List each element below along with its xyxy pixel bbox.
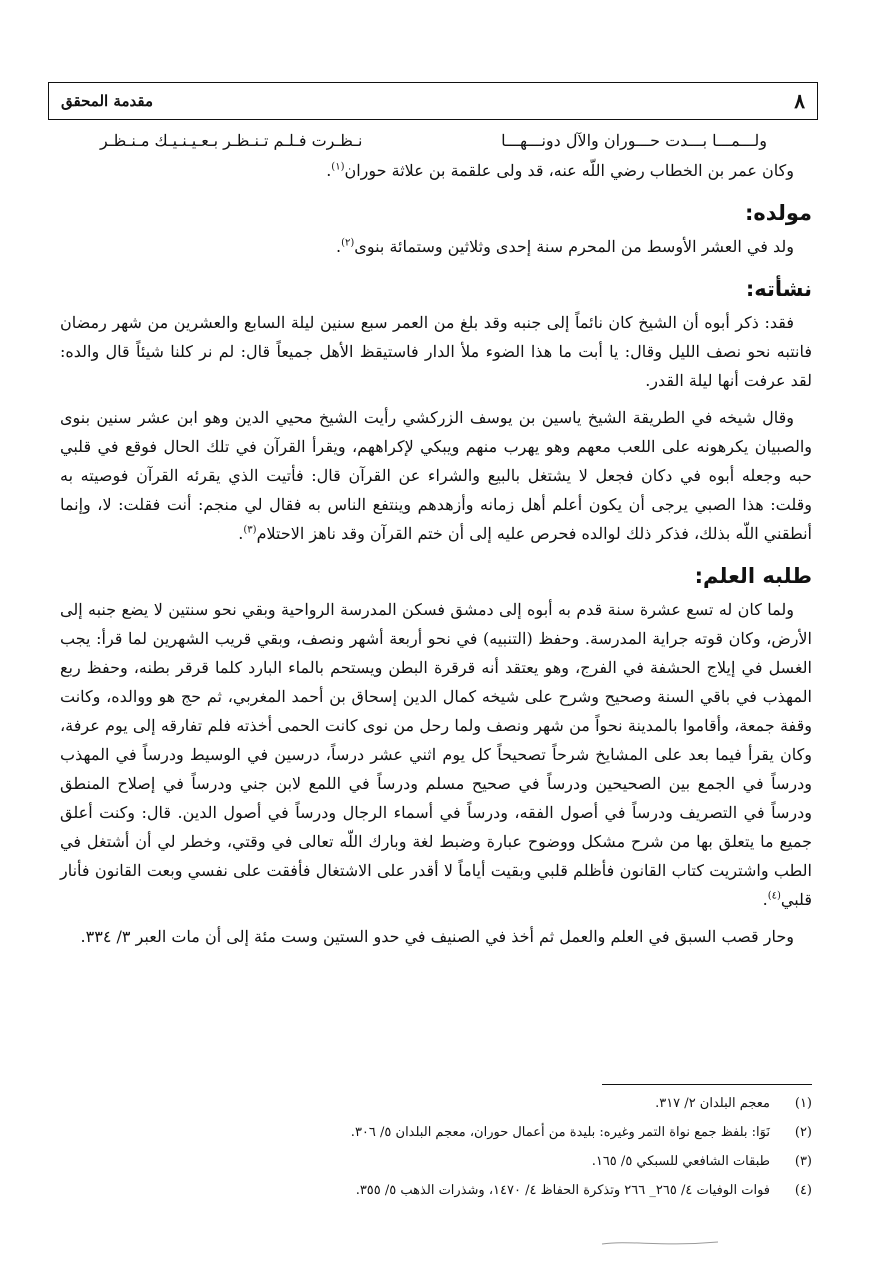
footnote-text: نَوَا: بلفظ جمع نواة التمر وغيره: بليدة من أعمال حوران، معجم البلدان ٥/ ٣٠٦. [350,1125,770,1140]
footnote-ref: (٢) [341,237,355,249]
upbringing-paragraph-1: فقد: ذكر أبوه أن الشيخ كان نائماً إلى جنبه وقد بلغ من العمر سبع سنين ليلة السابع والعشرين من شهر رمضان فانتبه نحو نصف الليل وقال: يا أبت ما هذا الضوء ملأ الدار فاستيقظ الأهل جميعاً قال: لم نر كلنا شيئاً قال والده: لقد عرفت أنها ليلة القدر. [60,313,812,390]
footnote-item [60,1118,812,1147]
footnote-item [60,1147,812,1176]
footnote-number: (٢) [794,1125,812,1140]
footnote-ref: (١) [331,161,345,173]
section-heading-upbringing: نشأته: [745,277,812,301]
footnote-text: فوات الوفيات ٤/ ٢٦٥_ ٢٦٦ وتذكرة الحفاظ ٤/ ١٤٧٠، وشذرات الذهب ٥/ ٣٥٥. [355,1183,770,1198]
footnote-text: معجم البلدان ٢/ ٣١٧. [655,1096,770,1111]
footnote-divider [602,1084,812,1085]
section-heading-study: طلبه العلم: [694,564,812,588]
page-header [48,82,818,120]
scan-artifact-mark [600,1238,720,1248]
footnote-item [60,1176,812,1205]
footnote-number: (٣) [794,1154,812,1169]
section-heading-birth: مولده: [745,201,812,225]
footnote-item [60,1089,812,1118]
footnote-number: (١) [794,1096,812,1111]
verse-hemistich-left: نـظـرت فـلـم تـنـظـر بـعـيـنـيـك مـنـظـر [100,131,363,150]
verse-hemistich-right: ولـــمـــا بـــدت حـــوران والآل دونـــهـــا [501,131,767,150]
study-paragraph-2: وحار قصب السبق في العلم والعمل ثم أخذ في الصنيف في حدو الستين وست مئة إلى أن مات العبر ٣/ ٣٣٤. [80,927,794,946]
intro-paragraph: وكان عمر بن الخطاب رضي اللّه عنه، قد ولى علقمة بن علاثة حوران$^{(١)}$. [326,161,794,180]
study-paragraph-1: ولما كان له تسع عشرة سنة قدم به أبوه إلى دمشق فسكن المدرسة الرواحية وبقي نحو سنتين لا يضع جنبه إلى الأرض، وكان قوته جراية المدرسة. وحفظ (التنبيه) في نحو أربعة أشهر ونصف، وبقي قريب الشهرين لما قرأ: يجب الغسل في إيلاج الحشفة في الفرج، وهو يعتقد أنه قرقرة البطن ويستحم بالماء البارد كلما قرقر بطنه، وحفظ ربع المهذب في باقي السنة وصحيح وشرح على شيخه كمال الدين إسحاق بن أحمد المغربي، ثم حج هو ووالده، وكانت وقفة جمعة، وأقاموا بالمدينة نحواً من شهر ونصف ولما رحل من نوى كانت الحمى أخذته فلم تفارقه إلى يوم عرفة، وكان يقرأ فيما بعد على المشايخ شرحاً تصحيحاً كل يوم اثني عشر درساً، درسين في الوسيط ودرساً في المهذب ودرساً في الجمع بين الصحيحين ودرساً في صحيح مسلم ودرساً في اللمع لابن جني ودرساً في إصلاح المنطق ودرساً في التصريف ودرساً في أصول الفقه، ودرساً في أسماء الرجال ودرساً في أصول الدين. قال: وكنت أعلق جميع ما يتعلق بها من شرح مشكل ووضوح عبارة وضبط لغة وبارك اللّه تعالى في وقتي، وخطر لي أن أشتغل في الطب واشتريت كتاب القانون فأظلم قلبي وبقيت أياماً لا أقدر على الاشتغال فأفقت على نفسي وبعت القانون فأنار قلبي$^{(٤)}$. [60,600,812,909]
footnote-ref: (٣) [243,524,257,536]
footnote-ref: (٤) [767,890,781,902]
running-title: مقدمة المحقق [61,92,153,110]
birth-paragraph: ولد في العشر الأوسط من المحرم سنة إحدى وثلاثين وستمائة بنوى$^{(٢)}$. [336,237,794,256]
body-text [60,126,812,959]
footnotes [60,1084,812,1205]
page-number: ٨ [794,89,805,113]
upbringing-paragraph-2: وقال شيخه في الطريقة الشيخ ياسين بن يوسف الزركشي رأيت الشيخ محيي الدين وهو ابن عشر سنين بنوى والصبيان يكرهونه على اللعب معهم وهو يهرب منهم ويبكي لإكراههم، ويقرأ القرآن في تلك الحال فوقع في قلبي حبه وجعله أبوه في دكان فجعل لا يشتغل بالبيع والشراء عن القرآن قال: فأتيت الذي يقرئه القرآن فوصيته به وقلت: هذا الصبي يرجى أن يكون أعلم أهل زمانه وأزهدهم وينتفع الناس به فقال لي منجم: أنت فقلت: لا، وإنما أنطقني اللّه بذلك، فذكر ذلك لوالده فحرص عليه إلى أن ختم القرآن وقد ناهز الاحتلام$^{(٣)}$. [60,408,812,543]
footnote-text: طبقات الشافعي للسبكي ٥/ ١٦٥. [591,1154,770,1169]
poem-verse [60,126,812,156]
footnote-number: (٤) [794,1183,812,1198]
